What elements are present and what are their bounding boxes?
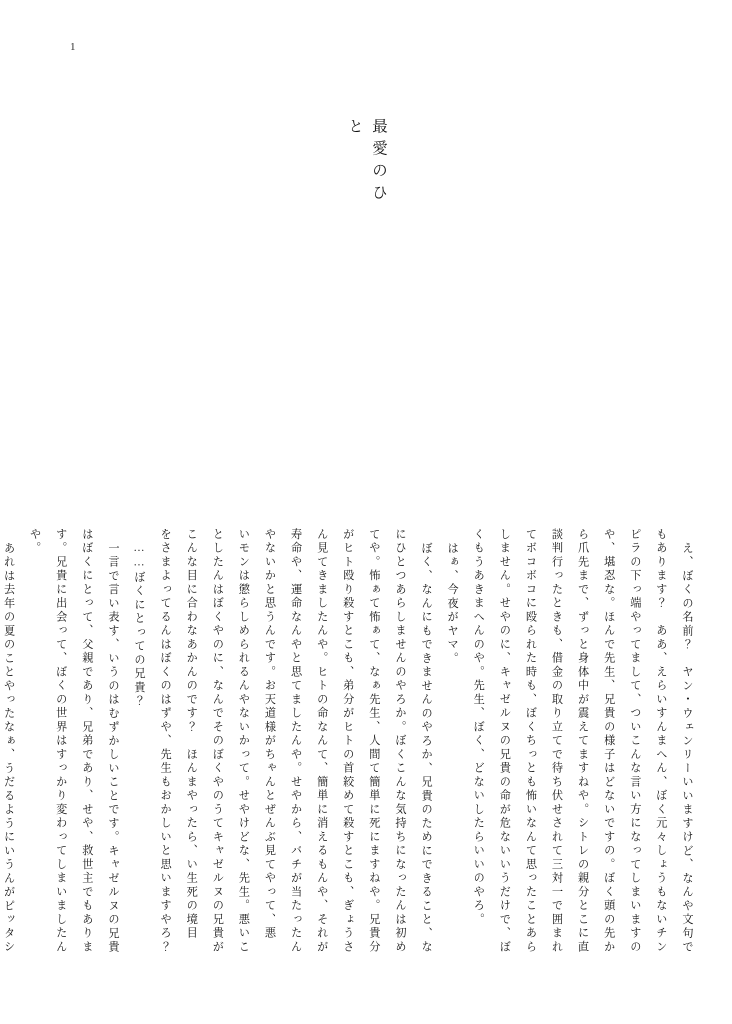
text-column: やないかと思うんです。お天道様がちゃんとぜんぶ見てやって、悪: [263, 528, 276, 941]
title-block: [0, 118, 732, 218]
text-column: え、ぼくの名前？ ヤン・ウェンリーいいますけど、なんや文句で: [681, 541, 693, 955]
text-column: 一言で言い表す、いうのはむずかしいことです。キャゼルヌの兄貴: [106, 541, 119, 955]
text-column: はぁ、今夜がヤマ。: [446, 541, 459, 666]
page-number: 1: [70, 41, 76, 53]
text-column: す。兄貴に出会って、ぼくの世界はすっかり変わってしまいましたん: [54, 528, 67, 955]
text-column: 寿命や、運命なんやと思てましたんや。せやから、バチが当たったん: [289, 528, 302, 955]
text-column: あれは去年の夏のことやったなぁ、うだるようにいうんがピッタシ: [2, 541, 15, 955]
text-column: ……ぼくにとっての兄貴？: [133, 541, 146, 709]
text-column: くもうあきまへんのや。先生、ぼく、どないしたらいいのやろ。: [472, 528, 485, 927]
text-column: もあります？ ああ、えらいすんまへん、ぼく元々しょうもないチン: [654, 528, 667, 955]
text-column: てや。怖ぁて怖ぁて、なぁ先生、人間て簡単に死にますねや。兄貴分: [367, 528, 380, 955]
body-text-block: [2, 528, 693, 1000]
text-column: にひとつあらしませんのやろか。ぼくこんな気持ちになったんは初め: [393, 528, 406, 955]
text-column: はぼくにとって、父親であり、兄弟であり、せや、救世主でもありま: [80, 528, 93, 955]
page-title: 最愛のひと: [346, 118, 388, 206]
text-column: としたんはぼくやのに、なんでそのぼくやのうてキャゼルヌの兄貴が: [211, 528, 224, 955]
text-column: こんな目に合わなあかんのです？ ほんまやったら、い生死の境目: [185, 528, 198, 941]
text-column: をさまよってるんはぼくのはずや、先生もおかしいと思いますやろ？: [159, 528, 172, 955]
text-column: ら爪先まで、ずっと身体中が震えてますねや。シトレの親分とこに直: [576, 528, 589, 955]
text-column: ぼく、なんにもできませんのやろか、兄貴のためにできること、な: [420, 541, 433, 955]
text-column: や、堪忍な。ほんで先生、兄貴の様子はどないですの。ぼく頭の先か: [602, 528, 615, 955]
text-column: がヒト殴り殺すとこも、弟分がヒトの首絞めて殺すとこも、ぎょうさ: [341, 528, 354, 955]
text-column: 談判行ったときも、借金の取り立てで待ち伏せされて三対一で囲まれ: [550, 528, 563, 955]
text-column: ピラの下っ端やってまして、ついこんな言い方になってしまいますの: [628, 528, 641, 955]
text-column: しません。せやのに、キャゼルヌの兄貴の命が危ないいうだけで、ぼ: [498, 528, 511, 955]
text-column: や。: [28, 528, 41, 556]
text-column: いモンは懲らしめられるんやないかって。せやけどな、先生。悪いこ: [237, 528, 250, 955]
text-column: ん見てきましたんや。ヒトの命なんて、簡単に消えるもんや、それが: [315, 528, 328, 955]
text-column: てボコボコに殴られた時も、ぼくちっとも怖いなんて思ったことあら: [524, 528, 537, 955]
